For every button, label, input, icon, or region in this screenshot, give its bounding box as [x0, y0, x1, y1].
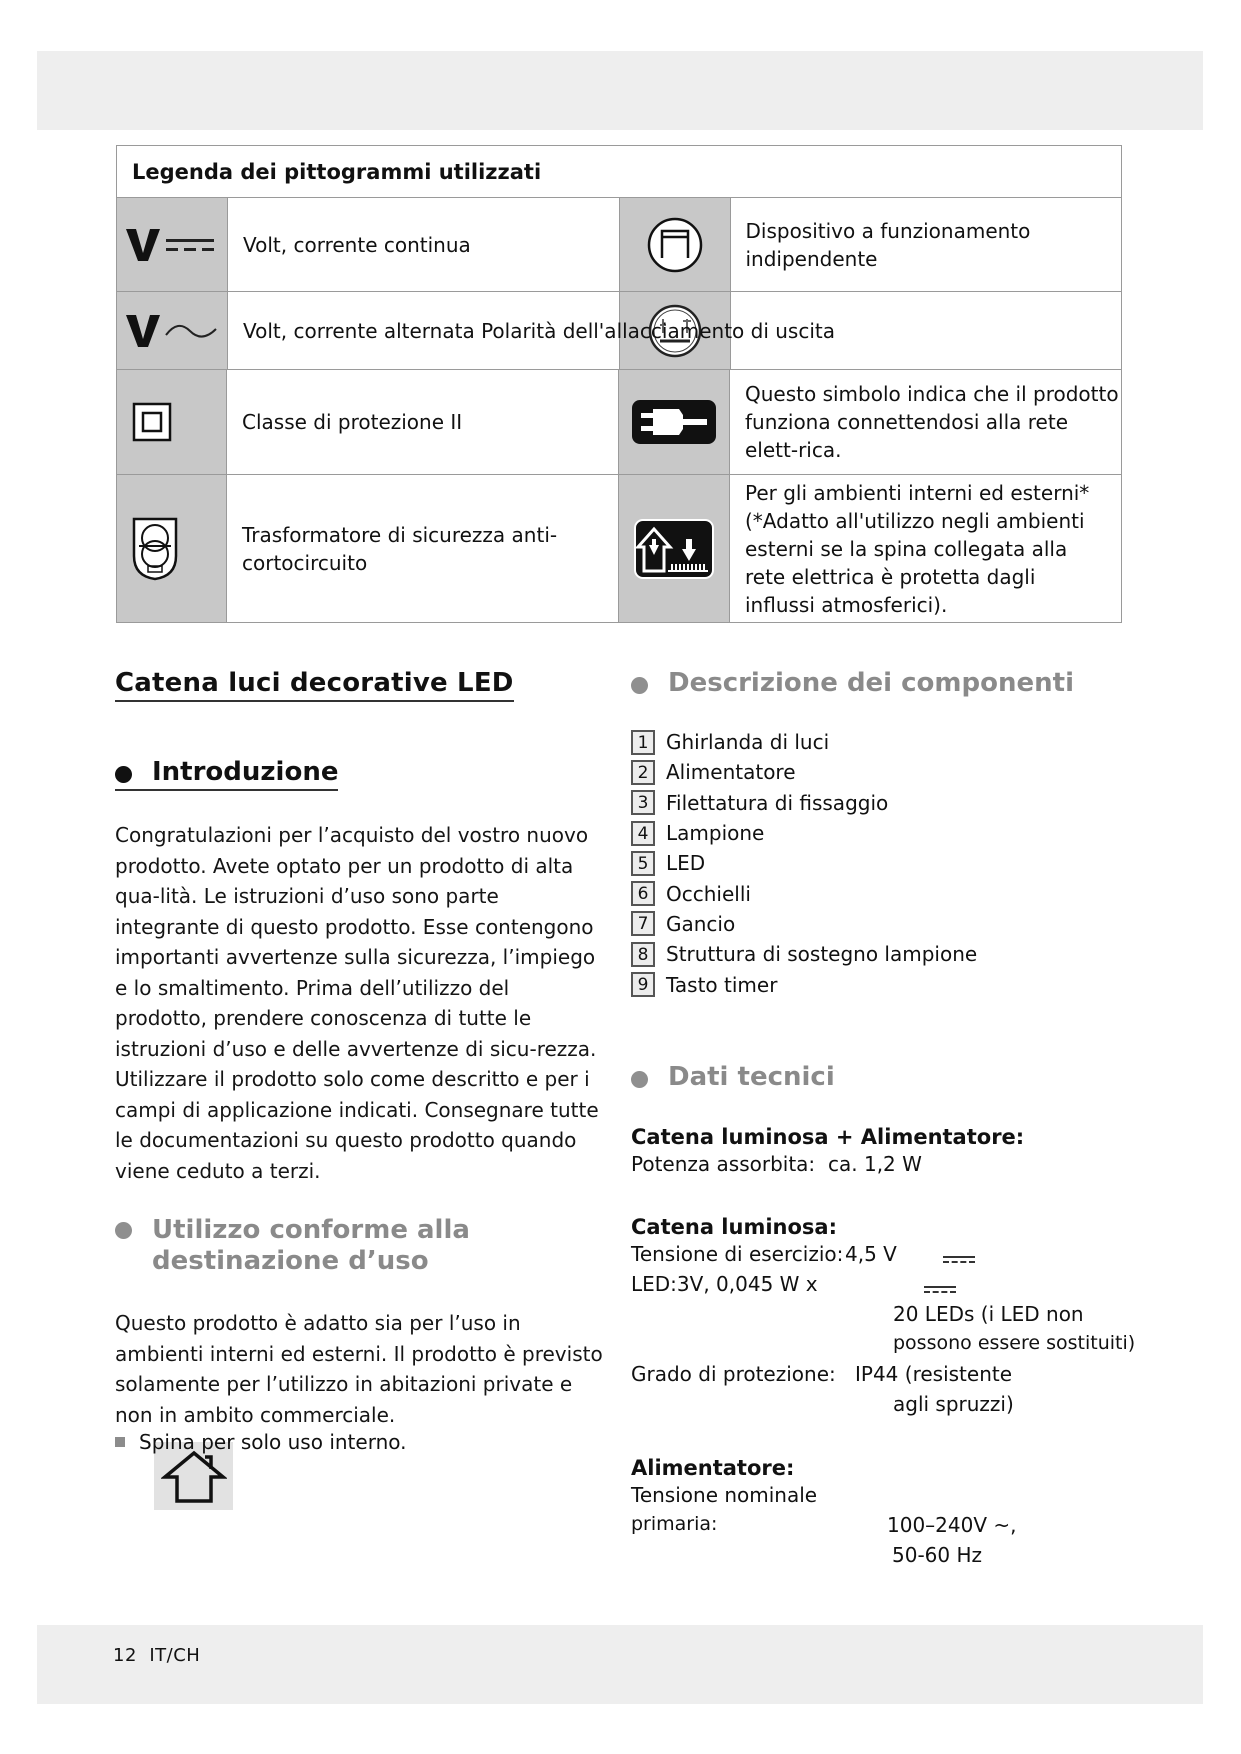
list-item [631, 878, 977, 908]
dc-symbol-icon [943, 1256, 975, 1262]
item-number: 7 [631, 911, 655, 936]
legend-row [117, 370, 1121, 475]
list-item [631, 939, 977, 969]
legend-text: Questo simbolo indica che il prodotto funziona connettendosi alla rete elett-rica. [745, 382, 1119, 462]
section-heading-text [152, 1215, 470, 1277]
item-number: 6 [631, 881, 655, 906]
item-label: Tasto timer [666, 972, 778, 997]
section-heading-text: Dati tecnici [668, 1062, 835, 1092]
page-number: 12 [113, 1645, 137, 1666]
spec-value: possono essere sostituiti) [893, 1332, 1136, 1354]
independent-device-icon [619, 198, 731, 291]
list-item [631, 788, 977, 818]
list-item [115, 1430, 406, 1454]
bullet-square-icon [115, 1437, 125, 1447]
list-item [631, 909, 977, 939]
spec-value: 50-60 Hz [892, 1543, 983, 1567]
intro-paragraph: Congratulazioni per l’acquisto del vostro nuovo prodotto. Avete optato per un prodotto di alta qua-lità. Le istruzioni d’uso sono parte integrante di questo prodotto. Esse contengono importanti avvertenze sulla sicurezza, l’impiego e lo smaltimento. Prima dell’utilizzo del prodotto, prendere conoscenza di tutte le istruzioni d’uso e delle avvertenze di sicu-rezza. Utilizzare il prodotto solo come descritto e per i campi di applicazione indicati. Consegnare tutte le documentazioni su questo prodotto quando viene ceduto a terzi. [115, 823, 599, 1183]
protection-class-ii-icon [117, 370, 227, 474]
item-label: Filettatura di fissaggio [666, 790, 889, 815]
item-number: 3 [631, 790, 655, 815]
heading-line: destinazione d’uso [152, 1246, 429, 1276]
list-item [631, 848, 977, 878]
spec-value: 100–240V ~, [887, 1513, 1017, 1537]
item-number: 9 [631, 972, 655, 997]
page-locale: IT/CH [149, 1645, 201, 1666]
indoor-outdoor-icon [618, 475, 730, 622]
section-heading-text: Descrizione dei componenti [668, 668, 1074, 698]
spec-label: Grado di protezione: [631, 1362, 836, 1386]
legend-row [117, 475, 1121, 622]
section-heading-componenti [631, 668, 1074, 698]
spec-label: LED:3V, 0,045 W x [631, 1272, 818, 1296]
bullet-dot-icon [115, 766, 132, 783]
spec-group-title: Catena luminosa + Alimentatore: [631, 1125, 1025, 1149]
spec-label: Tensione di esercizio: [631, 1242, 844, 1266]
bullet-dot-icon [631, 1071, 648, 1088]
page-title: Catena luci decorative LED [115, 668, 514, 702]
mains-plug-icon [618, 370, 730, 474]
section-heading-dati-tecnici [631, 1062, 835, 1092]
spec-value: ca. 1,2 W [828, 1152, 922, 1176]
item-label: Gancio [666, 911, 736, 936]
legend-text: Classe di protezione II [242, 410, 463, 434]
volt-ac-icon [117, 292, 228, 369]
item-number: 2 [631, 760, 655, 785]
bullet-text: Spina per solo uso interno. [139, 1430, 407, 1454]
bullet-dot-icon [115, 1222, 132, 1239]
spec-value: agli spruzzi) [893, 1392, 1014, 1416]
legend-text: Dispositivo a funzionamento indipendente [745, 218, 1031, 271]
item-number: 1 [631, 730, 655, 755]
legend-text: Trasformatore di sicurezza anti-cortocircuito [242, 522, 558, 575]
section-heading-text: Introduzione [152, 757, 339, 787]
spec-group-title: Catena luminosa: [631, 1215, 837, 1239]
spec-value: 4,5 V [845, 1242, 897, 1266]
item-label: Occhielli [666, 881, 751, 906]
item-number: 5 [631, 851, 655, 876]
page-footer [113, 1645, 200, 1666]
item-label: Struttura di sostegno lampione [666, 942, 978, 967]
item-label: LED [666, 851, 706, 876]
volt-dc-icon [117, 198, 228, 291]
spec-value: IP44 (resistente [855, 1362, 1013, 1386]
header-band [37, 51, 1203, 130]
list-item [631, 969, 977, 999]
footer-band [37, 1625, 1203, 1704]
spec-value: 20 LEDs (i LED non [893, 1302, 1084, 1326]
legend-title: Legenda dei pittogrammi utilizzati [117, 146, 1121, 198]
spec-label: primaria: [631, 1513, 718, 1535]
legend-row [117, 198, 1121, 292]
item-number: 4 [631, 821, 655, 846]
safety-transformer-icon [117, 475, 227, 622]
legend-text: Per gli ambienti interni ed esterni* (*Adatto all'utilizzo negli ambienti esterni se la spina collegata alla rete elettrica è protetta dagli influssi atmosferici). [745, 480, 1090, 617]
section-heading-utilizzo [115, 1215, 470, 1277]
legend-row [117, 292, 1121, 370]
list-item [631, 727, 977, 757]
usage-paragraph: Questo prodotto è adatto sia per l’uso in ambienti interni ed esterni. Il prodotto è previsto solamente per l’utilizzo in abitazioni private e non in ambito commerciale. [115, 1311, 603, 1427]
legend-text: Volt, corrente alternata Polarità dell'allacciamento di uscita [243, 318, 835, 343]
components-list [631, 727, 977, 1000]
item-number: 8 [631, 942, 655, 967]
list-item [631, 818, 977, 848]
spec-group-title: Alimentatore: [631, 1456, 795, 1480]
dc-symbol-icon [924, 1286, 956, 1292]
pictogram-legend-table [116, 145, 1122, 623]
item-label: Alimentatore [666, 760, 796, 785]
bullet-dot-icon [631, 677, 648, 694]
item-label: Lampione [666, 821, 765, 846]
item-label: Ghirlanda di luci [666, 730, 830, 755]
list-item [631, 757, 977, 787]
heading-line: Utilizzo conforme alla [152, 1215, 470, 1245]
spec-label: Tensione nominale [631, 1483, 818, 1507]
spec-label: Potenza assorbita: [631, 1152, 816, 1176]
section-heading-introduzione [115, 757, 338, 791]
legend-text: Volt, corrente continua [243, 232, 471, 257]
